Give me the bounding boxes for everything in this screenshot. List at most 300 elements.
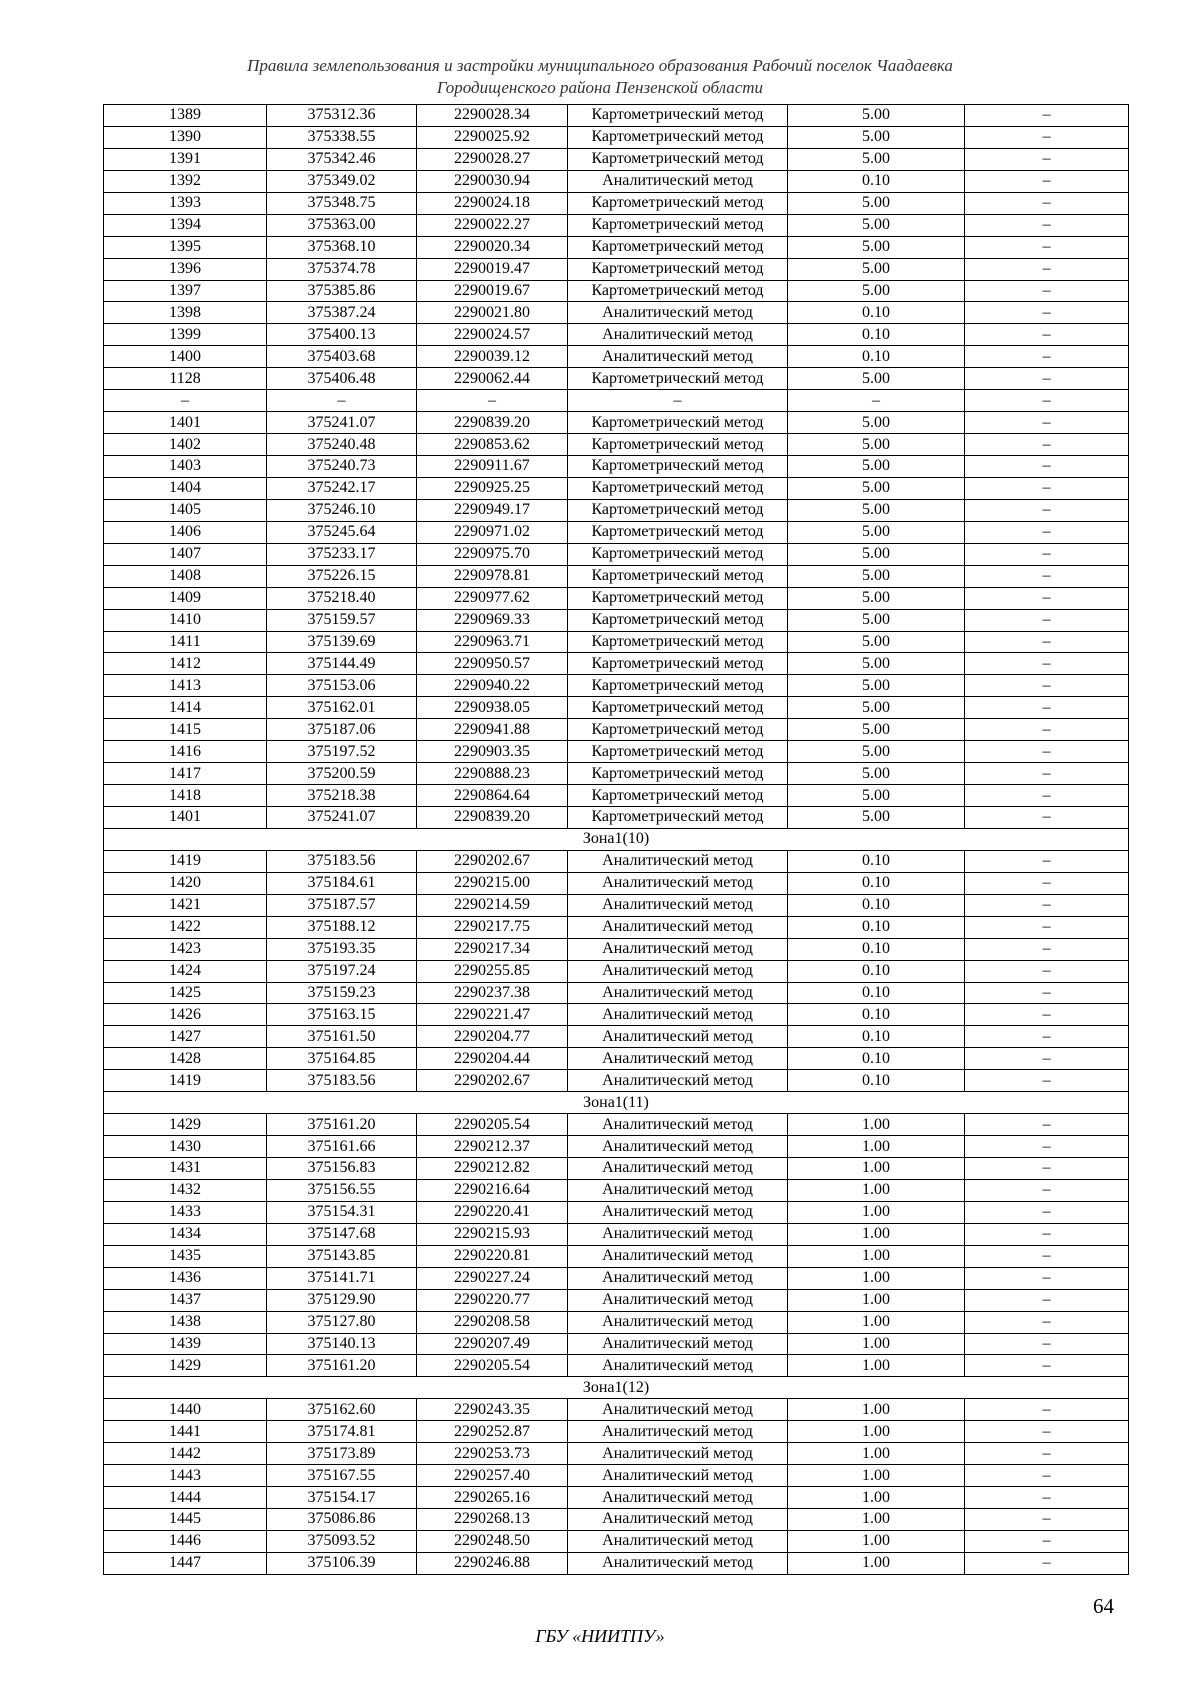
y-coordinate-cell: 2290216.64	[417, 1179, 568, 1201]
description-cell: –	[965, 1530, 1129, 1552]
method-cell: Аналитический метод	[568, 1245, 788, 1267]
point-number-cell: 1424	[104, 960, 267, 982]
table-row	[104, 302, 1129, 324]
method-cell: Аналитический метод	[568, 916, 788, 938]
table-row	[104, 1552, 1129, 1574]
y-coordinate-cell: 2290253.73	[417, 1443, 568, 1465]
y-coordinate-cell: 2290022.27	[417, 214, 568, 236]
method-cell: Аналитический метод	[568, 1443, 788, 1465]
accuracy-cell: 5.00	[788, 785, 965, 807]
x-coordinate-cell: 375400.13	[267, 324, 417, 346]
y-coordinate-cell: 2290030.94	[417, 170, 568, 192]
description-cell: –	[965, 412, 1129, 434]
method-cell: Аналитический метод	[568, 1289, 788, 1311]
x-coordinate-cell: 375161.20	[267, 1355, 417, 1377]
accuracy-cell: 1.00	[788, 1355, 965, 1377]
x-coordinate-cell: 375374.78	[267, 258, 417, 280]
accuracy-cell: 1.00	[788, 1552, 965, 1574]
x-coordinate-cell: 375156.83	[267, 1158, 417, 1180]
accuracy-cell: 5.00	[788, 368, 965, 390]
y-coordinate-cell: 2290257.40	[417, 1465, 568, 1487]
method-cell: Аналитический метод	[568, 1026, 788, 1048]
x-coordinate-cell: –	[267, 390, 417, 412]
method-cell: Аналитический метод	[568, 1333, 788, 1355]
y-coordinate-cell: 2290208.58	[417, 1311, 568, 1333]
x-coordinate-cell: 375086.86	[267, 1509, 417, 1531]
point-number-cell: 1425	[104, 982, 267, 1004]
table-row	[104, 1070, 1129, 1092]
table-row	[104, 280, 1129, 302]
point-number-cell: 1403	[104, 456, 267, 478]
description-cell: –	[965, 368, 1129, 390]
point-number-cell: 1413	[104, 675, 267, 697]
y-coordinate-cell: 2290019.47	[417, 258, 568, 280]
table-row	[104, 434, 1129, 456]
x-coordinate-cell: 375143.85	[267, 1245, 417, 1267]
point-number-cell: 1410	[104, 609, 267, 631]
point-number-cell: 1404	[104, 477, 267, 499]
table-row	[104, 587, 1129, 609]
description-cell: –	[965, 258, 1129, 280]
table-row	[104, 236, 1129, 258]
method-cell: Аналитический метод	[568, 938, 788, 960]
description-cell: –	[965, 565, 1129, 587]
point-number-cell: 1400	[104, 346, 267, 368]
x-coordinate-cell: 375338.55	[267, 126, 417, 148]
table-row	[104, 1465, 1129, 1487]
method-cell: Аналитический метод	[568, 1070, 788, 1092]
x-coordinate-cell: 375242.17	[267, 477, 417, 499]
x-coordinate-cell: 375106.39	[267, 1552, 417, 1574]
description-cell: –	[965, 938, 1129, 960]
y-coordinate-cell: 2290220.41	[417, 1201, 568, 1223]
point-number-cell: 1433	[104, 1201, 267, 1223]
method-cell: Аналитический метод	[568, 346, 788, 368]
y-coordinate-cell: 2290020.34	[417, 236, 568, 258]
table-row	[104, 170, 1129, 192]
y-coordinate-cell: 2290911.67	[417, 456, 568, 478]
method-cell: Аналитический метод	[568, 1267, 788, 1289]
description-cell: –	[965, 346, 1129, 368]
x-coordinate-cell: 375174.81	[267, 1421, 417, 1443]
method-cell: Картометрический метод	[568, 280, 788, 302]
point-number-cell: 1429	[104, 1114, 267, 1136]
y-coordinate-cell: 2290237.38	[417, 982, 568, 1004]
x-coordinate-cell: 375348.75	[267, 192, 417, 214]
accuracy-cell: 5.00	[788, 280, 965, 302]
x-coordinate-cell: 375226.15	[267, 565, 417, 587]
point-number-cell: 1445	[104, 1509, 267, 1531]
table-row	[104, 1158, 1129, 1180]
point-number-cell: 1406	[104, 521, 267, 543]
description-cell: –	[965, 1179, 1129, 1201]
table-row	[104, 1355, 1129, 1377]
method-cell: Аналитический метод	[568, 1179, 788, 1201]
description-cell: –	[965, 1026, 1129, 1048]
y-coordinate-cell: 2290205.54	[417, 1355, 568, 1377]
method-cell: Аналитический метод	[568, 1509, 788, 1531]
x-coordinate-cell: 375200.59	[267, 763, 417, 785]
accuracy-cell: 1.00	[788, 1289, 965, 1311]
y-coordinate-cell: 2290202.67	[417, 850, 568, 872]
method-cell: Картометрический метод	[568, 126, 788, 148]
y-coordinate-cell: 2290204.44	[417, 1048, 568, 1070]
table-row	[104, 916, 1129, 938]
description-cell: –	[965, 1158, 1129, 1180]
accuracy-cell: 0.10	[788, 1004, 965, 1026]
x-coordinate-cell: 375312.36	[267, 105, 417, 127]
x-coordinate-cell: 375187.57	[267, 894, 417, 916]
method-cell: Картометрический метод	[568, 477, 788, 499]
description-cell: –	[965, 1267, 1129, 1289]
point-number-cell: 1436	[104, 1267, 267, 1289]
x-coordinate-cell: 375218.40	[267, 587, 417, 609]
point-number-cell: 1429	[104, 1355, 267, 1377]
accuracy-cell: 0.10	[788, 960, 965, 982]
table-row	[104, 719, 1129, 741]
table-row	[104, 105, 1129, 127]
description-cell: –	[965, 1048, 1129, 1070]
table-row	[104, 214, 1129, 236]
x-coordinate-cell: 375093.52	[267, 1530, 417, 1552]
table-row	[104, 960, 1129, 982]
description-cell: –	[965, 807, 1129, 829]
x-coordinate-cell: 375385.86	[267, 280, 417, 302]
method-cell: Картометрический метод	[568, 543, 788, 565]
description-cell: –	[965, 1311, 1129, 1333]
table-row	[104, 412, 1129, 434]
accuracy-cell: 5.00	[788, 719, 965, 741]
table-row	[104, 1136, 1129, 1158]
y-coordinate-cell: 2290248.50	[417, 1530, 568, 1552]
point-number-cell: 1395	[104, 236, 267, 258]
method-cell: Картометрический метод	[568, 434, 788, 456]
x-coordinate-cell: 375342.46	[267, 148, 417, 170]
accuracy-cell: 1.00	[788, 1311, 965, 1333]
point-number-cell: 1399	[104, 324, 267, 346]
accuracy-cell: 5.00	[788, 192, 965, 214]
description-cell: –	[965, 719, 1129, 741]
table-row	[104, 697, 1129, 719]
x-coordinate-cell: 375147.68	[267, 1223, 417, 1245]
description-cell: –	[965, 543, 1129, 565]
point-number-cell: 1428	[104, 1048, 267, 1070]
point-number-cell: 1407	[104, 543, 267, 565]
point-number-cell: 1430	[104, 1136, 267, 1158]
table-row	[104, 192, 1129, 214]
table-row	[104, 1267, 1129, 1289]
description-cell: –	[965, 302, 1129, 324]
description-cell: –	[965, 1289, 1129, 1311]
x-coordinate-cell: 375184.61	[267, 872, 417, 894]
method-cell: Картометрический метод	[568, 741, 788, 763]
y-coordinate-cell: 2290205.54	[417, 1114, 568, 1136]
method-cell: Картометрический метод	[568, 609, 788, 631]
point-number-cell: 1412	[104, 653, 267, 675]
accuracy-cell: 1.00	[788, 1179, 965, 1201]
accuracy-cell: 1.00	[788, 1136, 965, 1158]
accuracy-cell: 1.00	[788, 1465, 965, 1487]
table-row	[104, 258, 1129, 280]
method-cell: Аналитический метод	[568, 1048, 788, 1070]
accuracy-cell: 1.00	[788, 1487, 965, 1509]
point-number-cell: 1394	[104, 214, 267, 236]
y-coordinate-cell: 2290978.81	[417, 565, 568, 587]
point-number-cell: 1417	[104, 763, 267, 785]
method-cell: Аналитический метод	[568, 324, 788, 346]
table-row	[104, 894, 1129, 916]
y-coordinate-cell: 2290204.77	[417, 1026, 568, 1048]
x-coordinate-cell: 375167.55	[267, 1465, 417, 1487]
description-cell: –	[965, 1245, 1129, 1267]
point-number-cell: 1397	[104, 280, 267, 302]
x-coordinate-cell: 375144.49	[267, 653, 417, 675]
description-cell: –	[965, 280, 1129, 302]
x-coordinate-cell: 375162.01	[267, 697, 417, 719]
table-row	[104, 1026, 1129, 1048]
table-row	[104, 148, 1129, 170]
y-coordinate-cell: 2290925.25	[417, 477, 568, 499]
y-coordinate-cell: 2290202.67	[417, 1070, 568, 1092]
description-cell: –	[965, 499, 1129, 521]
point-number-cell: 1431	[104, 1158, 267, 1180]
x-coordinate-cell: 375233.17	[267, 543, 417, 565]
y-coordinate-cell: 2290949.17	[417, 499, 568, 521]
accuracy-cell: 5.00	[788, 126, 965, 148]
description-cell: –	[965, 894, 1129, 916]
accuracy-cell: 1.00	[788, 1223, 965, 1245]
table-row	[104, 1333, 1129, 1355]
table-row	[104, 126, 1129, 148]
method-cell: Картометрический метод	[568, 631, 788, 653]
method-cell: Аналитический метод	[568, 1311, 788, 1333]
x-coordinate-cell: 375154.17	[267, 1487, 417, 1509]
table-row	[104, 807, 1129, 829]
accuracy-cell: 5.00	[788, 412, 965, 434]
point-number-cell: 1419	[104, 1070, 267, 1092]
point-number-cell: 1442	[104, 1443, 267, 1465]
accuracy-cell: 1.00	[788, 1267, 965, 1289]
method-cell: Аналитический метод	[568, 1487, 788, 1509]
table-row	[104, 521, 1129, 543]
table-row	[104, 1179, 1129, 1201]
point-number-cell: 1414	[104, 697, 267, 719]
description-cell: –	[965, 675, 1129, 697]
accuracy-cell: 5.00	[788, 258, 965, 280]
method-cell: Картометрический метод	[568, 236, 788, 258]
x-coordinate-cell: 375363.00	[267, 214, 417, 236]
method-cell: Картометрический метод	[568, 412, 788, 434]
description-cell: –	[965, 960, 1129, 982]
x-coordinate-cell: 375188.12	[267, 916, 417, 938]
description-cell: –	[965, 456, 1129, 478]
y-coordinate-cell: 2290971.02	[417, 521, 568, 543]
accuracy-cell: 0.10	[788, 1070, 965, 1092]
x-coordinate-cell: 375183.56	[267, 850, 417, 872]
point-number-cell: 1441	[104, 1421, 267, 1443]
description-cell: –	[965, 609, 1129, 631]
accuracy-cell: 5.00	[788, 697, 965, 719]
method-cell: Аналитический метод	[568, 872, 788, 894]
method-cell: Картометрический метод	[568, 587, 788, 609]
method-cell: Аналитический метод	[568, 1158, 788, 1180]
accuracy-cell: 0.10	[788, 324, 965, 346]
table-row	[104, 982, 1129, 1004]
y-coordinate-cell: 2290039.12	[417, 346, 568, 368]
point-number-cell: 1444	[104, 1487, 267, 1509]
description-cell: –	[965, 148, 1129, 170]
x-coordinate-cell: 375156.55	[267, 1179, 417, 1201]
point-number-cell: 1393	[104, 192, 267, 214]
header-line-1: Правила землепользования и застройки муниципального образования Рабочий поселок Чаадаевка	[247, 56, 953, 75]
description-cell: –	[965, 785, 1129, 807]
table-row	[104, 1114, 1129, 1136]
table-row	[104, 1245, 1129, 1267]
description-cell: –	[965, 982, 1129, 1004]
y-coordinate-cell: 2290903.35	[417, 741, 568, 763]
description-cell: –	[965, 170, 1129, 192]
zone-header-row	[104, 1377, 1129, 1399]
accuracy-cell: 5.00	[788, 477, 965, 499]
description-cell: –	[965, 1487, 1129, 1509]
y-coordinate-cell: 2290246.88	[417, 1552, 568, 1574]
x-coordinate-cell: 375368.10	[267, 236, 417, 258]
method-cell: Картометрический метод	[568, 258, 788, 280]
x-coordinate-cell: 375161.66	[267, 1136, 417, 1158]
y-coordinate-cell: 2290864.64	[417, 785, 568, 807]
method-cell: Картометрический метод	[568, 653, 788, 675]
accuracy-cell: 1.00	[788, 1201, 965, 1223]
x-coordinate-cell: 375218.38	[267, 785, 417, 807]
description-cell: –	[965, 214, 1129, 236]
method-cell: Картометрический метод	[568, 521, 788, 543]
accuracy-cell: 0.10	[788, 1026, 965, 1048]
y-coordinate-cell: 2290215.93	[417, 1223, 568, 1245]
x-coordinate-cell: 375403.68	[267, 346, 417, 368]
point-number-cell: 1408	[104, 565, 267, 587]
point-number-cell: 1389	[104, 105, 267, 127]
accuracy-cell: 0.10	[788, 894, 965, 916]
accuracy-cell: 1.00	[788, 1158, 965, 1180]
accuracy-cell: 1.00	[788, 1114, 965, 1136]
method-cell: Картометрический метод	[568, 214, 788, 236]
accuracy-cell: 5.00	[788, 456, 965, 478]
x-coordinate-cell: 375197.52	[267, 741, 417, 763]
point-number-cell: 1415	[104, 719, 267, 741]
y-coordinate-cell: 2290268.13	[417, 1509, 568, 1531]
accuracy-cell: 5.00	[788, 543, 965, 565]
point-number-cell: 1443	[104, 1465, 267, 1487]
table-row	[104, 1289, 1129, 1311]
point-number-cell: 1447	[104, 1552, 267, 1574]
table-row	[104, 1509, 1129, 1531]
accuracy-cell: 5.00	[788, 148, 965, 170]
y-coordinate-cell: 2290950.57	[417, 653, 568, 675]
table-row	[104, 1421, 1129, 1443]
coordinates-table-body	[104, 105, 1129, 1575]
accuracy-cell: 0.10	[788, 982, 965, 1004]
y-coordinate-cell: 2290220.81	[417, 1245, 568, 1267]
accuracy-cell: 5.00	[788, 675, 965, 697]
accuracy-cell: 1.00	[788, 1509, 965, 1531]
accuracy-cell: 5.00	[788, 653, 965, 675]
point-number-cell: 1391	[104, 148, 267, 170]
description-cell: –	[965, 1552, 1129, 1574]
y-coordinate-cell: 2290028.27	[417, 148, 568, 170]
x-coordinate-cell: 375164.85	[267, 1048, 417, 1070]
zone-label: Зона1(10)	[104, 828, 1129, 850]
description-cell: –	[965, 916, 1129, 938]
point-number-cell: 1426	[104, 1004, 267, 1026]
point-number-cell: 1396	[104, 258, 267, 280]
method-cell: Картометрический метод	[568, 675, 788, 697]
y-coordinate-cell: 2290021.80	[417, 302, 568, 324]
x-coordinate-cell: 375161.20	[267, 1114, 417, 1136]
accuracy-cell: 5.00	[788, 499, 965, 521]
description-cell: –	[965, 1465, 1129, 1487]
description-cell: –	[965, 1421, 1129, 1443]
method-cell: Аналитический метод	[568, 1465, 788, 1487]
y-coordinate-cell: 2290212.82	[417, 1158, 568, 1180]
method-cell: Аналитический метод	[568, 1552, 788, 1574]
x-coordinate-cell: 375240.73	[267, 456, 417, 478]
page-number: 64	[1093, 1594, 1114, 1618]
zone-header-row	[104, 828, 1129, 850]
accuracy-cell: 1.00	[788, 1333, 965, 1355]
accuracy-cell: 0.10	[788, 1048, 965, 1070]
y-coordinate-cell: 2290025.92	[417, 126, 568, 148]
y-coordinate-cell: 2290839.20	[417, 412, 568, 434]
x-coordinate-cell: 375162.60	[267, 1399, 417, 1421]
point-number-cell: 1392	[104, 170, 267, 192]
table-row	[104, 543, 1129, 565]
accuracy-cell: 5.00	[788, 609, 965, 631]
point-number-cell: –	[104, 390, 267, 412]
accuracy-cell: 1.00	[788, 1443, 965, 1465]
x-coordinate-cell: 375159.57	[267, 609, 417, 631]
point-number-cell: 1421	[104, 894, 267, 916]
y-coordinate-cell: 2290941.88	[417, 719, 568, 741]
accuracy-cell: 0.10	[788, 346, 965, 368]
y-coordinate-cell: 2290220.77	[417, 1289, 568, 1311]
y-coordinate-cell: 2290019.67	[417, 280, 568, 302]
method-cell: Аналитический метод	[568, 1114, 788, 1136]
point-number-cell: 1401	[104, 807, 267, 829]
y-coordinate-cell: 2290963.71	[417, 631, 568, 653]
accuracy-cell: 0.10	[788, 916, 965, 938]
table-row	[104, 1399, 1129, 1421]
accuracy-cell: 0.10	[788, 850, 965, 872]
y-coordinate-cell: 2290227.24	[417, 1267, 568, 1289]
y-coordinate-cell: 2290221.47	[417, 1004, 568, 1026]
x-coordinate-cell: 375173.89	[267, 1443, 417, 1465]
x-coordinate-cell: 375141.71	[267, 1267, 417, 1289]
point-number-cell: 1439	[104, 1333, 267, 1355]
accuracy-cell: 5.00	[788, 214, 965, 236]
point-number-cell: 1432	[104, 1179, 267, 1201]
point-number-cell: 1420	[104, 872, 267, 894]
description-cell: –	[965, 192, 1129, 214]
y-coordinate-cell: 2290215.00	[417, 872, 568, 894]
table-row	[104, 477, 1129, 499]
table-row	[104, 938, 1129, 960]
x-coordinate-cell: 375246.10	[267, 499, 417, 521]
method-cell: Картометрический метод	[568, 192, 788, 214]
y-coordinate-cell: 2290207.49	[417, 1333, 568, 1355]
point-number-cell: 1446	[104, 1530, 267, 1552]
point-number-cell: 1390	[104, 126, 267, 148]
description-cell: –	[965, 1509, 1129, 1531]
